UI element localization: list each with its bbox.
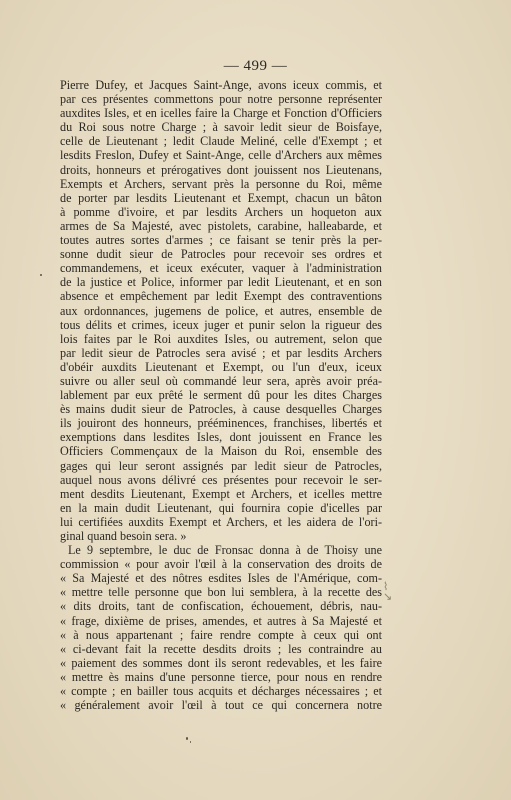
text-line: de porter par lesdits Lieutenant et Exempt, chacun un bâton <box>60 190 382 205</box>
text-line: Pierre Dufey, et Jacques Saint-Ange, avons iceux commis, et <box>60 78 382 92</box>
text-line: ment desdits Lieutenant, Exempt et Archers, et icelles mettre <box>60 486 382 501</box>
text-line: absence et empêchement par ledit Exempt des contraventions <box>60 289 382 304</box>
text-line: d'obéir auxdits Lieutenant et Exempt, ou l'un d'eux, iceux <box>60 359 382 374</box>
page-number: — 499 — <box>223 58 288 74</box>
text-line: Exempts et Archers, servant près la personne du Roi, même <box>60 176 382 191</box>
text-line: sonne dudit sieur de Patrocles pour recevoir ses ordres et <box>60 247 382 262</box>
text-line: lesdits Freslon, Dufey et Saint-Ange, celle d'Archers aux mêmes <box>60 148 382 163</box>
text-line: par ces présentes commettons pour notre personne représenter <box>60 92 382 107</box>
paper-speck <box>190 741 191 743</box>
text-line: par ledit sieur de Patrocles sera avisé ; et par lesdits Archers <box>60 345 382 360</box>
text-line: « mettre telle personne que bon lui semblera, à la recette des <box>60 585 382 600</box>
text-line: commission « pour avoir l'œil à la conservation des droits de <box>60 557 382 572</box>
text-line: aux ordonnances, jugemens de police, et autres, ensemble de <box>60 303 382 318</box>
text-line: « à nous appartenant ; faire rendre compte à ceux qui ont <box>60 627 382 642</box>
text-line: lui certifiées auxdits Exempt et Archers, et les aidera de l'ori- <box>60 514 382 529</box>
text-line: auquel nous avons délivré ces présentes pour recevoir le ser- <box>60 472 382 487</box>
text-line: « paiement des sommes dont ils seront redevables, et les faire <box>60 655 382 670</box>
paper-speck <box>40 274 42 276</box>
text-line: gages qui leur seront assignés par ledit sieur de Patrocles, <box>60 458 382 473</box>
text-line: en la main dudit Lieutenant, qui fournira copie d'icelles par <box>60 500 382 515</box>
text-line: « mettre ès mains d'une personne tierce, pour nous en rendre <box>60 669 382 684</box>
text-line: Le 9 septembre, le duc de Fronsac donna à de Thoisy une <box>68 543 382 558</box>
text-line: du Roi sous notre Charge ; à savoir ledit sieur de Boisfaye, <box>60 120 382 135</box>
text-line: à pomme d'ivoire, et par lesdits Archers un hoqueton aux <box>60 204 382 219</box>
text-line: lois faites par le Roi auxdites Isles, ou autrement, selon que <box>60 331 382 346</box>
paper-speck <box>186 737 188 740</box>
text-line: Officiers Commençaux de la Maison du Roi, ensemble des <box>60 444 382 459</box>
text-line: « ci-devant fait la recette desdits droits ; les contraindre au <box>60 641 382 656</box>
text-line: commandemens, et iceux exécuter, vaquer à l'administration <box>60 261 382 276</box>
text-line: « généralement avoir l'œil à tout ce qui concernera notre <box>60 698 382 713</box>
text-line: droits, honneurs et prérogatives dont jouissent nos Lieutenans, <box>60 162 382 177</box>
text-line: auxdites Isles, et en icelles faire la Charge et Fonction d'Officiers <box>60 106 382 121</box>
text-line: suivre ou aller seul où commandé leur sera, après avoir préa- <box>60 373 382 388</box>
text-line: « frage, dixième de prises, amendes, et autres à Sa Majesté et <box>60 613 382 628</box>
text-line: tous délits et crimes, iceux juger et punir selon la rigueur des <box>60 317 382 332</box>
margin-pencil-mark: ⌇ ↘ <box>383 581 393 603</box>
text-line: ils jouiront des honneurs, prééminences, franchises, libertés et <box>60 416 382 431</box>
text-line: « Sa Majesté et des nôtres esdites Isles de l'Amérique, com- <box>60 571 382 586</box>
text-line: lablement par eux prêté le serment dû pour les dites Charges <box>60 388 382 403</box>
text-line: « dits droits, tant de confiscation, échouement, débris, nau- <box>60 599 382 614</box>
text-line: celle de Lieutenant ; ledit Claude Meliné, celle d'Exempt ; et <box>60 134 382 149</box>
text-line: « compte ; en bailler tous acquits et décharges nécessaires ; et <box>60 684 382 699</box>
text-line: exemptions dans lesdites Isles, dont jouissent en France les <box>60 430 382 445</box>
text-line: armes de Sa Majesté, avec pistolets, carabine, halleabarde, et <box>60 218 382 233</box>
text-line: ginal quand besoin sera. » <box>60 529 187 543</box>
body-text <box>60 78 382 712</box>
text-line: ès mains dudit sieur de Patrocles, à cause desquelles Charges <box>60 402 382 417</box>
text-line: toutes autres sortes d'armes ; ce faisant se tenir près la per- <box>60 233 382 248</box>
text-line: de la justice et Police, informer par ledit Lieutenant, et en son <box>60 275 382 290</box>
